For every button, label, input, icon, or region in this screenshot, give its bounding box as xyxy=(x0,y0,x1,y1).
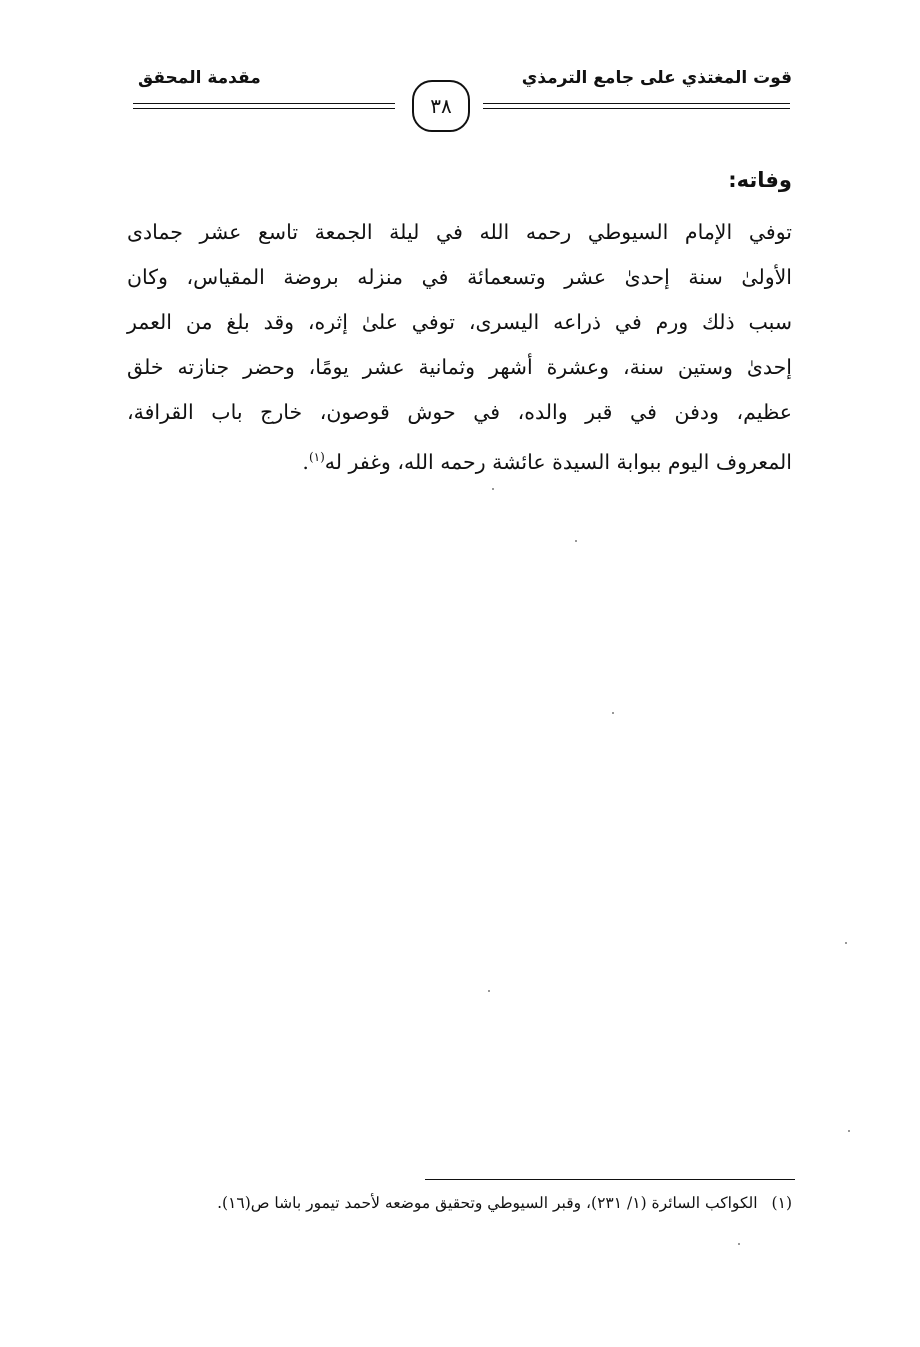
body-line: عظيم، ودفن في قبر والده، في حوش قوصون، خارج باب القرافة، xyxy=(127,400,792,424)
section-title: وفاته: xyxy=(728,168,792,192)
scan-speck xyxy=(492,488,494,490)
scan-speck xyxy=(848,1130,850,1132)
body-line-text: المعروف اليوم ببوابة السيدة عائشة رحمه الله، وغفر له xyxy=(324,449,792,474)
section-header: مقدمة المحقق xyxy=(138,68,261,88)
book-title: قوت المغتذي على جامع الترمذي xyxy=(521,68,792,88)
body-line-last xyxy=(127,435,792,480)
closing-punctuation: . xyxy=(302,449,309,474)
body-line: إحدىٰ وستين سنة، وعشرة أشهر وثمانية عشر يومًا، وحضر جنازته خلق xyxy=(127,355,792,379)
scan-speck xyxy=(612,712,614,714)
scan-speck xyxy=(845,942,847,944)
header-rule-right xyxy=(483,103,790,109)
body-line: الأولىٰ سنة إحدىٰ عشر وتسعمائة في منزله بروضة المقياس، وكان xyxy=(127,265,792,289)
footnote-separator xyxy=(425,1179,795,1180)
footnote-marker: (١) xyxy=(771,1194,792,1212)
scan-speck xyxy=(575,540,577,542)
body-line: توفي الإمام السيوطي رحمه الله في ليلة الجمعة تاسع عشر جمادى xyxy=(127,220,792,244)
scan-speck xyxy=(738,1243,740,1245)
body-paragraph xyxy=(127,210,792,480)
page-number: ٣٨ xyxy=(412,80,470,132)
scan-speck xyxy=(488,990,490,992)
body-line: سبب ذلك ورم في ذراعه اليسرى، توفي علىٰ إثره، وقد بلغ من العمر xyxy=(127,310,792,334)
footnote xyxy=(122,1194,792,1212)
footnote-text: الكواكب السائرة (١/ ٢٣١)، وقبر السيوطي وتحقيق موضعه لأحمد تيمور باشا ص(١٦). xyxy=(217,1194,758,1212)
header-rule-left xyxy=(133,103,395,109)
footnote-reference[interactable]: (١) xyxy=(308,450,325,464)
